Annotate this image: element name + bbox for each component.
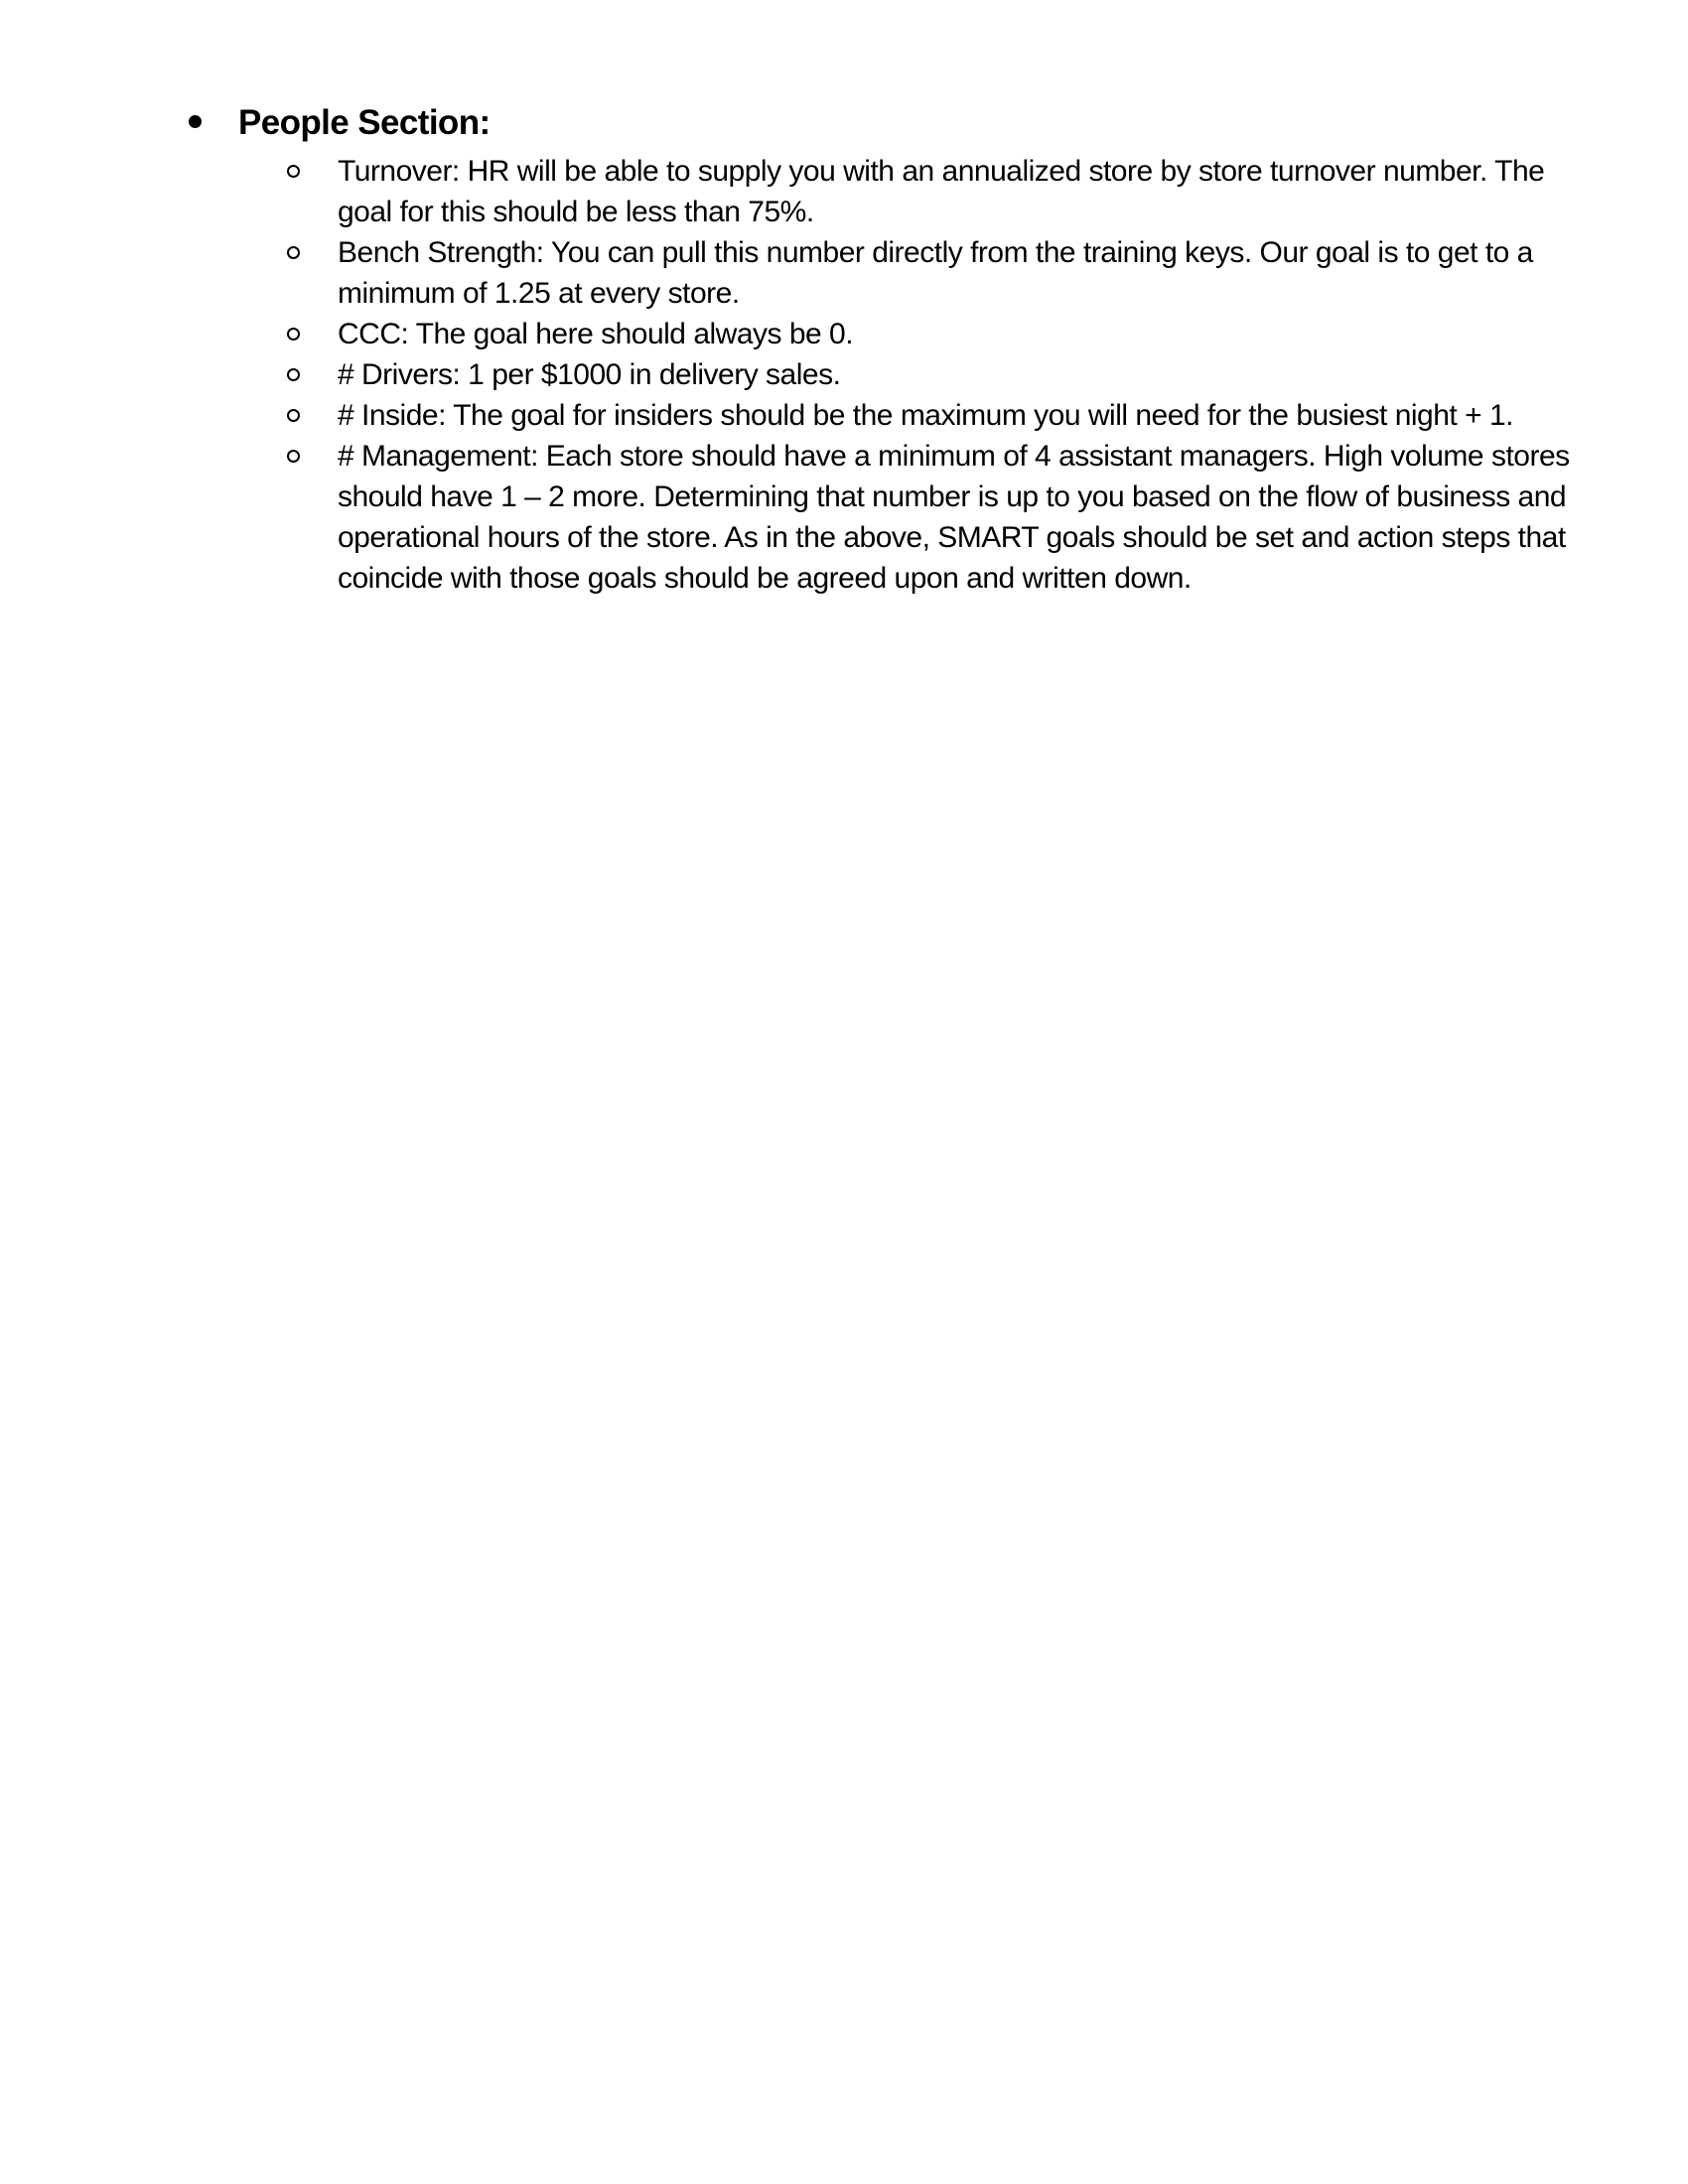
list-item-text: Turnover: HR will be able to supply you with an annualized store by store turnover number. The goal for this should be less than 75%. bbox=[338, 155, 1545, 228]
list-item-text: Bench Strength: You can pull this number directly from the training keys. Our goal is to get to a minimum of 1.25 at every store. bbox=[338, 236, 1533, 310]
section-title: People Section: bbox=[238, 103, 491, 142]
list-item-ccc bbox=[189, 314, 1599, 354]
section-header bbox=[189, 99, 1599, 151]
sub-item-list bbox=[189, 151, 1599, 599]
list-item-inside bbox=[189, 395, 1599, 436]
list-item-turnover bbox=[189, 151, 1599, 232]
hollow-bullet-icon bbox=[287, 328, 300, 341]
list-item-management bbox=[189, 436, 1599, 599]
list-item-text: # Management: Each store should have a minimum of 4 assistant managers. High volume stores should have 1 – 2 more. Determining that number is up to you based on the flow of business and operational hours of the store. As in the above, SMART goals should be set and action steps that coincide with those goals should be agreed upon and written down. bbox=[338, 440, 1570, 595]
list-item-text: # Drivers: 1 per $1000 in delivery sales. bbox=[338, 358, 841, 391]
hollow-bullet-icon bbox=[287, 409, 300, 422]
list-item-text: # Inside: The goal for insiders should be the maximum you will need for the busiest night + 1. bbox=[338, 399, 1513, 432]
hollow-bullet-icon bbox=[287, 165, 300, 178]
hollow-bullet-icon bbox=[287, 368, 300, 381]
list-item-text: CCC: The goal here should always be 0. bbox=[338, 318, 854, 350]
hollow-bullet-icon bbox=[287, 246, 300, 259]
people-section bbox=[189, 99, 1599, 599]
list-item-drivers bbox=[189, 354, 1599, 395]
filled-bullet-icon bbox=[189, 115, 202, 128]
hollow-bullet-icon bbox=[287, 450, 300, 463]
list-item-bench-strength bbox=[189, 232, 1599, 314]
